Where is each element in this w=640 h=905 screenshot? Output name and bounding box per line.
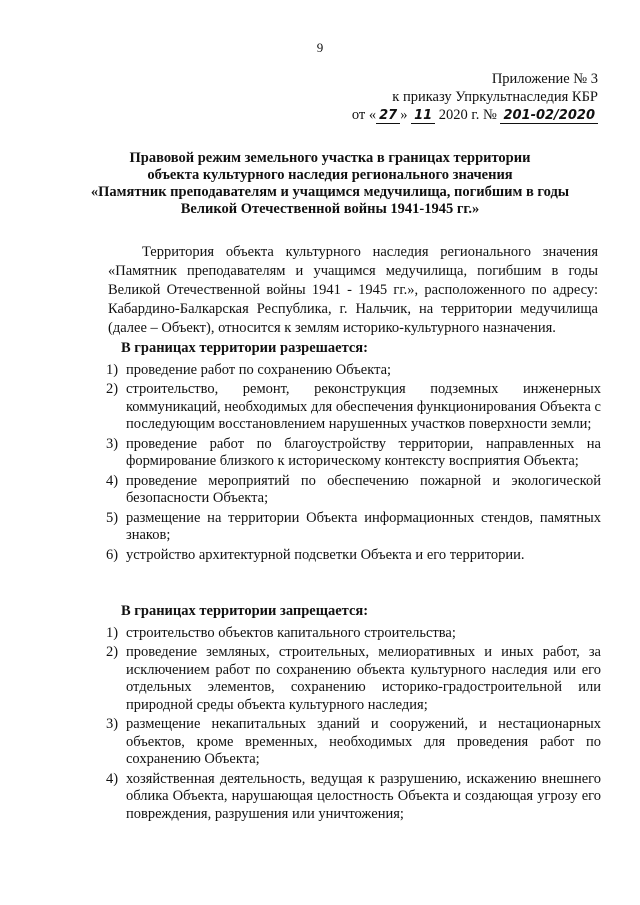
item-text: проведение работ по сохранению Объекта;	[126, 361, 392, 378]
prohibited-heading: В границах территории запрещается:	[121, 603, 369, 619]
date-mid: »	[400, 107, 408, 123]
list-item	[106, 473, 601, 508]
list-item	[106, 510, 601, 545]
attachment-date-line	[352, 106, 598, 125]
list-item	[106, 716, 601, 769]
date-year: 2020 г. №	[438, 107, 497, 123]
attachment-header	[352, 70, 598, 125]
date-day: 27	[376, 108, 400, 124]
list-item	[106, 771, 601, 824]
item-text: проведение земляных, строительных, мелиоративных и иных работ, за исключением работ по сохранению объекта культурного наследия или его отдельных элементов, сохранению историко-градостроительной или природной среды объекта культурного наследия;	[126, 644, 601, 713]
list-item	[106, 625, 601, 643]
item-text: строительство, ремонт, реконструкция подземных инженерных коммуникаций, необходимых для обеспечения функционирования Объекта с последующим восстановлением нарушенных участков поверхности земли;	[126, 381, 601, 432]
allowed-section	[106, 340, 601, 566]
item-text: строительство объектов капитального строительства;	[126, 624, 456, 641]
allowed-list	[106, 362, 601, 565]
title-line: «Памятник преподавателям и учащимся медучилища, погибшим в годы	[90, 184, 570, 200]
allowed-heading: В границах территории разрешается:	[121, 340, 368, 356]
date-prefix: от «	[351, 107, 377, 123]
item-text: хозяйственная деятельность, ведущая к разрушению, искажению внешнего облика Объекта, нарушающая целостность Объекта и создающая угрозу его повреждения, разрушения или уничтожения;	[126, 770, 601, 822]
intro-paragraph: Территория объекта культурного наследия регионального значения «Памятник преподавателям и учащимся медучилища, погибшим в годы Великой Отечественной войны 1941 - 1945 гг.», расположенного по адресу: Кабардино-Балкарская Республика, г. Нальчик, на территории медучилища (далее – Объект), относится к землям историко-культурного назначения.	[108, 244, 598, 336]
prohibited-section	[106, 603, 601, 825]
item-text: размещение некапитальных зданий и сооружений, и нестационарных объектов, кроме временных, необходимых для проведения работ по сохранению Объекта;	[126, 716, 601, 767]
item-number: 2)	[106, 644, 119, 660]
date-month: 11	[411, 108, 435, 124]
item-text: проведение работ по благоустройству территории, направленных на формирование близкого к историческому контексту восприятия Объекта;	[126, 435, 601, 469]
item-number: 1)	[106, 624, 119, 641]
item-text: устройство архитектурной подсветки Объекта и его территории.	[126, 546, 525, 563]
list-item	[106, 644, 601, 714]
title-line: Великой Отечественной войны 1941-1945 гг.»	[180, 201, 480, 217]
list-item	[106, 436, 601, 471]
item-number: 3)	[106, 716, 119, 732]
attachment-title: Приложение № 3	[491, 71, 598, 87]
item-number: 4)	[106, 472, 119, 489]
item-text: размещение на территории Объекта информационных стендов, памятных знаков;	[126, 509, 601, 543]
item-number: 5)	[106, 509, 119, 526]
list-item	[106, 362, 601, 380]
item-number: 6)	[106, 546, 119, 563]
item-number: 1)	[106, 361, 119, 378]
document-title	[60, 150, 600, 218]
item-number: 3)	[106, 435, 119, 452]
attachment-order-reference: к приказу Упркультнаследия КБР	[392, 89, 598, 105]
document-number: 201-02/2020	[500, 108, 598, 124]
item-number: 4)	[106, 770, 119, 787]
title-line: Правовой режим земельного участка в границах территории	[129, 150, 531, 166]
item-number: 2)	[106, 381, 119, 397]
page-number: 9	[316, 40, 324, 55]
list-item	[106, 381, 601, 434]
list-item	[106, 547, 601, 565]
prohibited-list	[106, 625, 601, 824]
title-line: объекта культурного наследия регионального значения	[147, 167, 513, 183]
item-text: проведение мероприятий по обеспечению пожарной и экологической безопасности Объекта;	[126, 472, 601, 506]
